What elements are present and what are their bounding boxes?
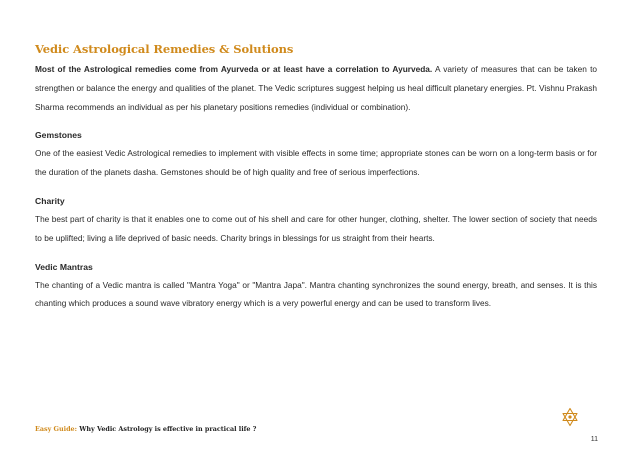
- section-body: The chanting of a Vedic mantra is called "Mantra Yoga" or "Mantra Japa". Mantra chanting synchronizes the sound energy, breath, and senses. It is this chanting which produces a sound wave vibratory energy which is a very powerful energy and can be used to transform lives.: [35, 279, 597, 309]
- intro-bold-text: Most of the Astrological remedies come from Ayurveda or at least have a correlation to Ayurveda.: [35, 64, 433, 74]
- intro-paragraph: [35, 60, 597, 116]
- section-body: One of the easiest Vedic Astrological remedies to implement with visible effects in some time; appropriate stones can be worn on a long-term basis or for the duration of the planets dasha. Gemstones should be of high quality and free of serious imperfections.: [35, 148, 597, 178]
- section-heading: Vedic Mantras: [35, 261, 93, 272]
- section-body: The best part of charity is that it enables one to come out of his shell and care for other hunger, clothing, shelter. The lower section of society that needs to be uplifted; living a life deprived of basic needs. Charity brings in blessings for us straight from their hearts.: [35, 213, 597, 243]
- section-gemstones: [35, 126, 597, 182]
- section-vedic-mantras: [35, 258, 597, 314]
- section-charity: [35, 192, 597, 248]
- page-number: 11: [590, 436, 598, 443]
- main-content: [35, 42, 597, 313]
- intro-body-text: A variety of measures that can be taken to strengthen or balance the energy and qualities of the planet. The Vedic scriptures suggest helping us heal difficult planetary energies. Pt. Vishnu Prakash Sharma recommends an individual as per his planetary positions remedies (individual or combination).: [35, 64, 598, 112]
- page-title: Vedic Astrological Remedies & Solutions: [35, 42, 294, 56]
- section-heading: Gemstones: [35, 130, 82, 141]
- six-point-star-logo-icon: [560, 407, 580, 427]
- footer-brand: Easy Guide:: [35, 425, 77, 433]
- footer-subject: Why Vedic Astrology is effective in practical life ?: [76, 425, 257, 433]
- footer-caption: [35, 425, 256, 434]
- section-heading: Charity: [35, 195, 65, 206]
